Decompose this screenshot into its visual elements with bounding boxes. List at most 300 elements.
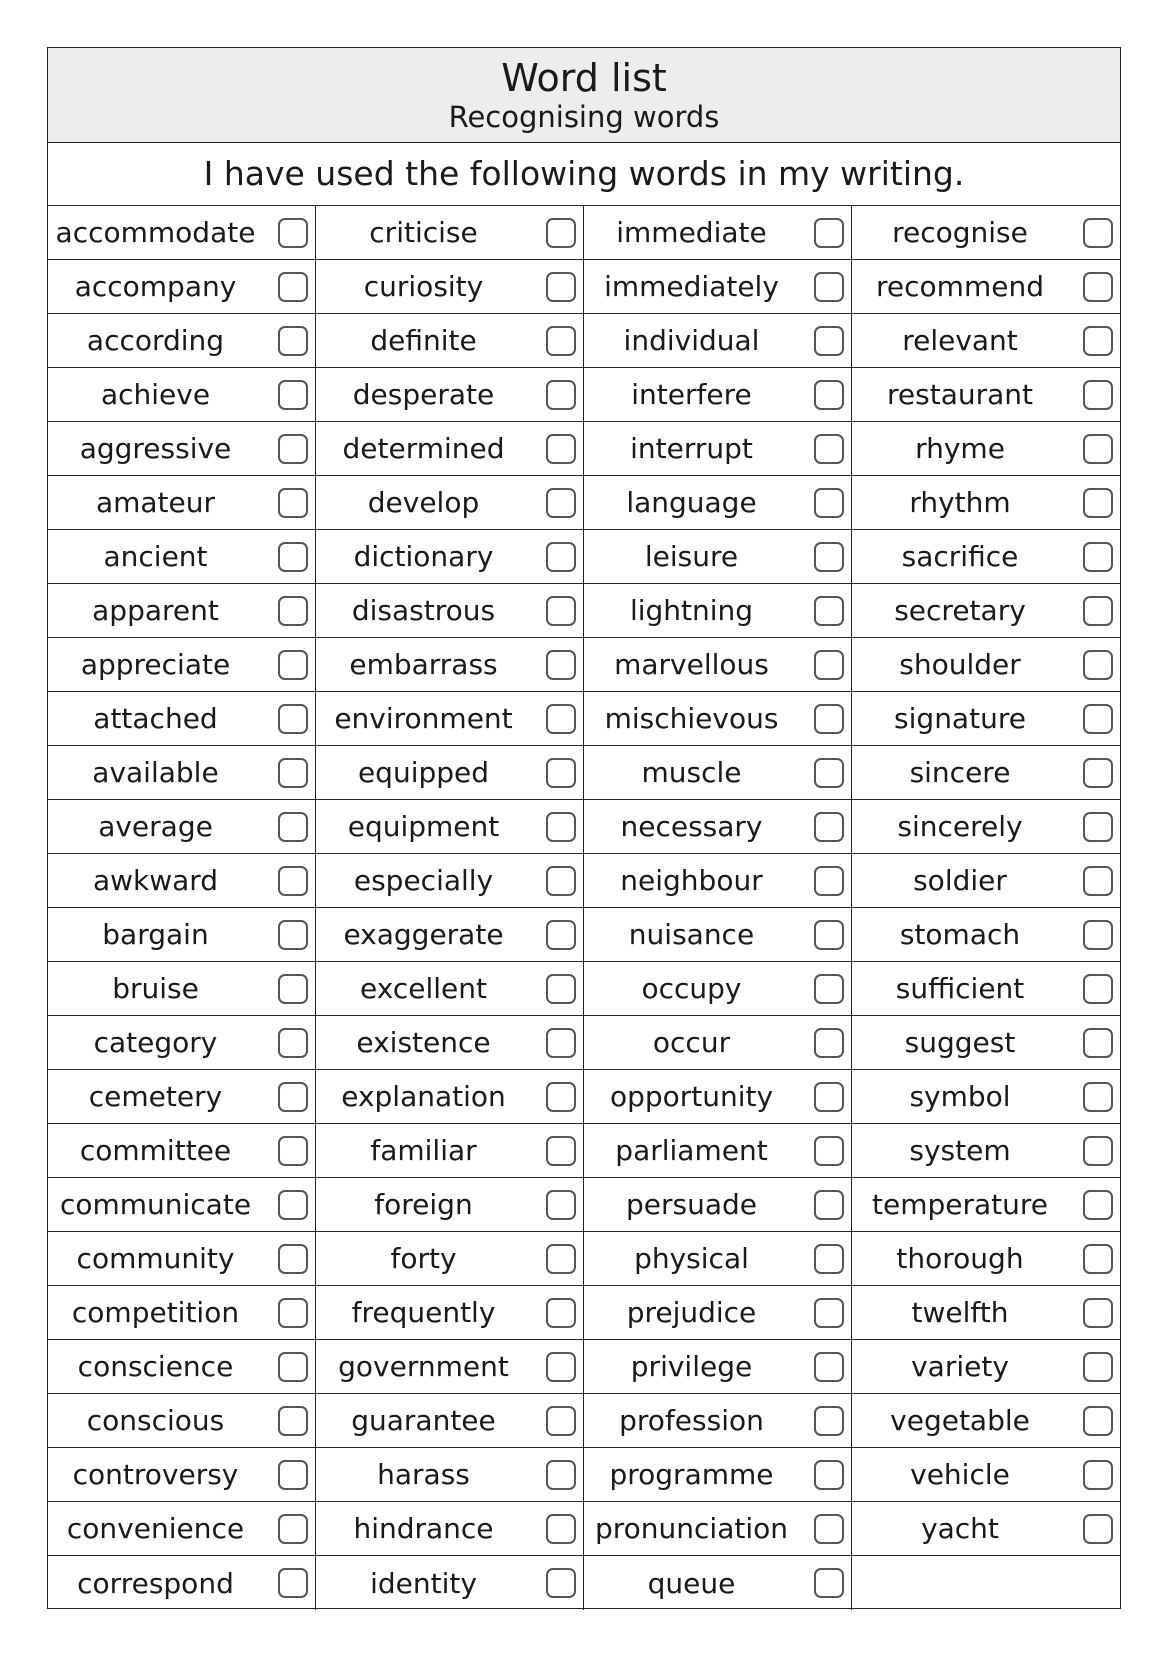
word-cell xyxy=(584,962,852,1016)
word-checkbox[interactable] xyxy=(1083,1406,1113,1436)
word-checkbox[interactable] xyxy=(1083,758,1113,788)
word-checkbox[interactable] xyxy=(1083,272,1113,302)
word-label: prejudice xyxy=(626,1296,757,1329)
word-label: hindrance xyxy=(353,1512,494,1545)
word-checkbox[interactable] xyxy=(546,974,576,1004)
word-label: category xyxy=(93,1026,218,1059)
word-checkbox[interactable] xyxy=(278,1082,308,1112)
word-cell xyxy=(48,1502,316,1556)
word-checkbox[interactable] xyxy=(814,1352,844,1382)
word-checkbox[interactable] xyxy=(814,1514,844,1544)
word-cell xyxy=(316,1394,584,1448)
word-checkbox[interactable] xyxy=(814,1406,844,1436)
word-cell xyxy=(316,1124,584,1178)
word-checkbox[interactable] xyxy=(1083,1460,1113,1490)
word-cell xyxy=(48,692,316,746)
word-cell xyxy=(316,854,584,908)
word-cell xyxy=(316,962,584,1016)
word-cell xyxy=(852,422,1120,476)
word-label: amateur xyxy=(95,486,216,519)
word-label: rhyme xyxy=(915,432,1005,465)
word-label: awkward xyxy=(92,864,219,897)
word-label: controversy xyxy=(72,1458,239,1491)
word-checkbox[interactable] xyxy=(814,272,844,302)
word-checkbox[interactable] xyxy=(278,920,308,950)
word-checkbox[interactable] xyxy=(546,542,576,572)
word-checkbox[interactable] xyxy=(1083,218,1113,248)
word-checkbox[interactable] xyxy=(278,1568,308,1598)
word-cell xyxy=(48,1448,316,1502)
word-grid xyxy=(48,206,1120,1610)
word-checkbox[interactable] xyxy=(1083,1244,1113,1274)
word-cell xyxy=(316,1448,584,1502)
word-label: accommodate xyxy=(55,216,256,249)
word-label: physical xyxy=(634,1242,749,1275)
word-label: familiar xyxy=(370,1134,477,1167)
word-checkbox[interactable] xyxy=(278,704,308,734)
word-label: excellent xyxy=(360,972,487,1005)
word-label: communicate xyxy=(59,1188,252,1221)
word-checkbox[interactable] xyxy=(1083,1514,1113,1544)
word-cell xyxy=(48,854,316,908)
word-label: appreciate xyxy=(80,648,231,681)
word-label: achieve xyxy=(100,378,211,411)
word-label: shoulder xyxy=(899,648,1021,681)
word-cell xyxy=(316,260,584,314)
word-label: interrupt xyxy=(630,432,753,465)
word-label: committee xyxy=(79,1134,232,1167)
word-checkbox[interactable] xyxy=(814,326,844,356)
word-label: temperature xyxy=(872,1188,1048,1221)
word-label: stomach xyxy=(899,918,1021,951)
word-cell xyxy=(584,530,852,584)
word-label: immediate xyxy=(616,216,767,249)
word-cell xyxy=(48,368,316,422)
word-cell xyxy=(852,368,1120,422)
word-checkbox[interactable] xyxy=(546,596,576,626)
word-cell xyxy=(48,1340,316,1394)
word-checkbox[interactable] xyxy=(1083,866,1113,896)
word-cell xyxy=(852,746,1120,800)
word-label: dictionary xyxy=(353,540,494,573)
word-checkbox[interactable] xyxy=(278,218,308,248)
word-label: system xyxy=(909,1134,1011,1167)
word-checkbox[interactable] xyxy=(1083,542,1113,572)
word-checkbox[interactable] xyxy=(546,1568,576,1598)
word-cell xyxy=(316,1502,584,1556)
word-label: persuade xyxy=(625,1188,757,1221)
word-cell xyxy=(584,1286,852,1340)
word-checkbox[interactable] xyxy=(278,812,308,842)
word-label: vegetable xyxy=(890,1404,1030,1437)
word-cell xyxy=(48,1124,316,1178)
word-checkbox[interactable] xyxy=(278,380,308,410)
word-checkbox[interactable] xyxy=(546,1460,576,1490)
word-cell xyxy=(852,260,1120,314)
word-cell xyxy=(48,1232,316,1286)
word-checkbox[interactable] xyxy=(278,650,308,680)
word-checkbox[interactable] xyxy=(546,650,576,680)
word-label: accompany xyxy=(74,270,237,303)
word-checkbox[interactable] xyxy=(546,272,576,302)
word-label: rhythm xyxy=(909,486,1011,519)
word-label: twelfth xyxy=(911,1296,1009,1329)
word-checkbox[interactable] xyxy=(546,434,576,464)
word-label: signature xyxy=(894,702,1026,735)
word-label: harass xyxy=(377,1458,470,1491)
word-cell xyxy=(852,1286,1120,1340)
word-checkbox[interactable] xyxy=(546,812,576,842)
word-label: soldier xyxy=(913,864,1007,897)
word-cell xyxy=(852,1556,1120,1610)
word-cell xyxy=(48,1016,316,1070)
word-cell xyxy=(852,584,1120,638)
word-checkbox[interactable] xyxy=(1083,1352,1113,1382)
header xyxy=(48,48,1120,143)
word-checkbox[interactable] xyxy=(814,1298,844,1328)
word-label: sincerely xyxy=(897,810,1023,843)
word-label: yacht xyxy=(921,1512,999,1545)
word-cell xyxy=(852,1016,1120,1070)
word-checkbox[interactable] xyxy=(1083,380,1113,410)
word-label: sufficient xyxy=(895,972,1025,1005)
word-checkbox[interactable] xyxy=(278,866,308,896)
word-cell xyxy=(48,206,316,260)
word-label: determined xyxy=(342,432,505,465)
word-label: criticise xyxy=(369,216,478,249)
word-cell xyxy=(48,1286,316,1340)
word-checkbox[interactable] xyxy=(1083,1082,1113,1112)
word-checkbox[interactable] xyxy=(546,1406,576,1436)
page-title: Word list xyxy=(501,56,667,100)
word-label: variety xyxy=(911,1350,1009,1383)
word-label: bargain xyxy=(102,918,209,951)
word-checkbox[interactable] xyxy=(546,1352,576,1382)
word-cell xyxy=(584,1178,852,1232)
word-label: sacrifice xyxy=(901,540,1019,573)
word-checkbox[interactable] xyxy=(814,1082,844,1112)
word-checkbox[interactable] xyxy=(546,1514,576,1544)
word-checkbox[interactable] xyxy=(814,542,844,572)
word-cell xyxy=(584,422,852,476)
word-label: foreign xyxy=(374,1188,473,1221)
word-label: guarantee xyxy=(351,1404,496,1437)
word-cell xyxy=(316,368,584,422)
word-label: correspond xyxy=(77,1566,234,1600)
word-label: neighbour xyxy=(620,864,763,897)
word-label: opportunity xyxy=(609,1080,774,1113)
word-label: individual xyxy=(623,324,760,357)
word-cell xyxy=(852,530,1120,584)
word-cell xyxy=(48,530,316,584)
word-checkbox[interactable] xyxy=(546,1136,576,1166)
word-checkbox[interactable] xyxy=(1083,326,1113,356)
word-label: available xyxy=(92,756,219,789)
word-cell xyxy=(584,1124,852,1178)
word-label: privilege xyxy=(630,1350,753,1383)
word-checkbox[interactable] xyxy=(546,380,576,410)
word-label: conscious xyxy=(86,1404,225,1437)
word-checkbox[interactable] xyxy=(814,758,844,788)
word-checkbox[interactable] xyxy=(278,1352,308,1382)
word-checkbox[interactable] xyxy=(278,1514,308,1544)
word-checkbox[interactable] xyxy=(546,1190,576,1220)
word-checkbox[interactable] xyxy=(278,1028,308,1058)
word-checkbox[interactable] xyxy=(278,596,308,626)
word-label: mischievous xyxy=(604,702,779,735)
instruction-text: I have used the following words in my writing. xyxy=(48,143,1120,206)
word-cell xyxy=(48,1394,316,1448)
word-checkbox[interactable] xyxy=(546,218,576,248)
word-checkbox[interactable] xyxy=(1083,1136,1113,1166)
word-cell xyxy=(584,800,852,854)
word-checkbox[interactable] xyxy=(1083,812,1113,842)
word-checkbox[interactable] xyxy=(1083,1028,1113,1058)
word-checkbox[interactable] xyxy=(814,1244,844,1274)
word-label: occupy xyxy=(641,972,742,1005)
word-cell xyxy=(852,908,1120,962)
word-checkbox[interactable] xyxy=(814,380,844,410)
word-checkbox[interactable] xyxy=(1083,596,1113,626)
word-cell xyxy=(48,1178,316,1232)
word-checkbox[interactable] xyxy=(546,866,576,896)
word-cell xyxy=(316,206,584,260)
word-checkbox[interactable] xyxy=(814,488,844,518)
word-checkbox[interactable] xyxy=(1083,488,1113,518)
word-checkbox[interactable] xyxy=(1083,704,1113,734)
word-checkbox[interactable] xyxy=(1083,434,1113,464)
word-label: programme xyxy=(609,1458,774,1491)
word-label: community xyxy=(76,1242,235,1275)
word-checkbox[interactable] xyxy=(278,326,308,356)
word-cell xyxy=(852,206,1120,260)
word-cell xyxy=(852,314,1120,368)
word-label: explanation xyxy=(341,1080,506,1113)
word-cell xyxy=(852,1124,1120,1178)
word-checkbox[interactable] xyxy=(278,758,308,788)
word-checkbox[interactable] xyxy=(278,488,308,518)
word-checkbox[interactable] xyxy=(546,488,576,518)
word-checkbox[interactable] xyxy=(1083,1298,1113,1328)
word-cell xyxy=(584,368,852,422)
word-checkbox[interactable] xyxy=(814,434,844,464)
word-cell xyxy=(852,638,1120,692)
word-cell xyxy=(316,638,584,692)
word-checkbox[interactable] xyxy=(546,920,576,950)
word-label: embarrass xyxy=(349,648,498,681)
word-checkbox[interactable] xyxy=(1083,1190,1113,1220)
word-cell xyxy=(316,422,584,476)
word-label: restaurant xyxy=(887,378,1033,411)
word-label: convenience xyxy=(66,1512,245,1545)
word-label: recommend xyxy=(876,270,1044,303)
word-cell xyxy=(48,314,316,368)
word-cell xyxy=(48,638,316,692)
word-cell xyxy=(584,314,852,368)
word-checkbox[interactable] xyxy=(546,704,576,734)
word-label: nuisance xyxy=(628,918,755,951)
word-label: cemetery xyxy=(88,1080,223,1113)
word-cell xyxy=(48,422,316,476)
word-cell xyxy=(316,692,584,746)
word-checkbox[interactable] xyxy=(814,812,844,842)
word-label: identity xyxy=(370,1566,477,1600)
word-label: definite xyxy=(370,324,477,357)
word-label: bruise xyxy=(112,972,199,1005)
word-label: desperate xyxy=(352,378,495,411)
word-cell xyxy=(48,476,316,530)
word-cell xyxy=(48,1070,316,1124)
word-cell xyxy=(316,314,584,368)
word-cell xyxy=(852,854,1120,908)
word-cell xyxy=(584,638,852,692)
word-cell xyxy=(48,908,316,962)
word-cell xyxy=(48,260,316,314)
word-label: apparent xyxy=(92,594,219,627)
word-checkbox[interactable] xyxy=(278,1298,308,1328)
word-cell xyxy=(48,962,316,1016)
word-label: leisure xyxy=(644,540,739,573)
word-checkbox[interactable] xyxy=(814,596,844,626)
word-checkbox[interactable] xyxy=(546,1244,576,1274)
word-label: occur xyxy=(652,1026,731,1059)
word-checkbox[interactable] xyxy=(546,326,576,356)
word-label: frequently xyxy=(351,1296,496,1329)
word-label: language xyxy=(626,486,757,519)
word-cell xyxy=(584,1556,852,1610)
word-cell xyxy=(584,1448,852,1502)
word-label: interfere xyxy=(631,378,752,411)
word-checkbox[interactable] xyxy=(814,920,844,950)
word-checkbox[interactable] xyxy=(278,1460,308,1490)
word-cell xyxy=(584,476,852,530)
word-checkbox[interactable] xyxy=(814,1028,844,1058)
word-cell xyxy=(316,476,584,530)
word-checkbox[interactable] xyxy=(546,1298,576,1328)
word-label: vehicle xyxy=(910,1458,1010,1491)
word-cell xyxy=(316,1178,584,1232)
word-label: conscience xyxy=(77,1350,234,1383)
word-label: lightning xyxy=(629,594,754,627)
word-cell xyxy=(584,1394,852,1448)
word-cell xyxy=(584,746,852,800)
word-cell xyxy=(316,584,584,638)
word-label: aggressive xyxy=(79,432,232,465)
word-label: ancient xyxy=(103,540,208,573)
word-checkbox[interactable] xyxy=(1083,650,1113,680)
word-label: immediately xyxy=(604,270,779,303)
word-label: profession xyxy=(619,1404,764,1437)
word-checkbox[interactable] xyxy=(278,1136,308,1166)
word-cell xyxy=(584,1232,852,1286)
word-cell xyxy=(48,746,316,800)
word-cell xyxy=(48,800,316,854)
word-cell xyxy=(584,908,852,962)
word-checkbox[interactable] xyxy=(814,704,844,734)
word-cell xyxy=(852,692,1120,746)
word-label: competition xyxy=(71,1296,240,1329)
word-label: necessary xyxy=(620,810,763,843)
word-checkbox[interactable] xyxy=(278,434,308,464)
word-checkbox[interactable] xyxy=(814,650,844,680)
word-cell xyxy=(584,584,852,638)
word-label: according xyxy=(86,324,225,357)
word-checkbox[interactable] xyxy=(278,272,308,302)
word-label: queue xyxy=(647,1566,736,1600)
word-cell xyxy=(584,1070,852,1124)
word-cell xyxy=(584,1016,852,1070)
word-cell xyxy=(852,1394,1120,1448)
word-checkbox[interactable] xyxy=(1083,974,1113,1004)
word-label: existence xyxy=(356,1026,491,1059)
word-label: symbol xyxy=(909,1080,1011,1113)
word-label: secretary xyxy=(894,594,1026,627)
word-checkbox[interactable] xyxy=(814,1460,844,1490)
word-checkbox[interactable] xyxy=(278,542,308,572)
word-checkbox[interactable] xyxy=(278,1406,308,1436)
word-checkbox[interactable] xyxy=(814,866,844,896)
word-label: attached xyxy=(93,702,218,735)
word-label: government xyxy=(338,1350,509,1383)
word-label: curiosity xyxy=(363,270,484,303)
word-checkbox[interactable] xyxy=(814,1136,844,1166)
word-cell xyxy=(316,1556,584,1610)
word-cell xyxy=(316,1340,584,1394)
word-checkbox[interactable] xyxy=(814,1568,844,1598)
word-cell xyxy=(316,1232,584,1286)
word-label: marvellous xyxy=(614,648,769,681)
word-checkbox[interactable] xyxy=(814,974,844,1004)
word-checkbox[interactable] xyxy=(278,974,308,1004)
word-label: environment xyxy=(334,702,513,735)
word-cell xyxy=(852,476,1120,530)
word-label: disastrous xyxy=(351,594,496,627)
word-label: parliament xyxy=(615,1134,768,1167)
word-label: especially xyxy=(353,864,494,897)
word-checkbox[interactable] xyxy=(546,758,576,788)
word-cell xyxy=(852,1070,1120,1124)
word-cell xyxy=(316,1286,584,1340)
word-checkbox[interactable] xyxy=(814,1190,844,1220)
word-label: relevant xyxy=(902,324,1018,357)
word-label: muscle xyxy=(641,756,742,789)
word-cell xyxy=(316,1070,584,1124)
word-checkbox[interactable] xyxy=(546,1028,576,1058)
word-cell xyxy=(584,854,852,908)
word-checkbox[interactable] xyxy=(546,1082,576,1112)
word-checkbox[interactable] xyxy=(278,1244,308,1274)
word-cell xyxy=(852,1502,1120,1556)
word-label: sincere xyxy=(909,756,1011,789)
word-checkbox[interactable] xyxy=(278,1190,308,1220)
word-label: suggest xyxy=(904,1026,1016,1059)
word-cell xyxy=(584,206,852,260)
word-checkbox[interactable] xyxy=(1083,920,1113,950)
word-label: exaggerate xyxy=(343,918,504,951)
word-label: equipment xyxy=(347,810,500,843)
word-cell xyxy=(852,1340,1120,1394)
word-cell xyxy=(316,746,584,800)
word-cell xyxy=(584,692,852,746)
word-checkbox[interactable] xyxy=(814,218,844,248)
word-cell xyxy=(852,1448,1120,1502)
word-cell xyxy=(316,1016,584,1070)
page-subtitle: Recognising words xyxy=(448,100,720,134)
word-label: recognise xyxy=(892,216,1028,249)
word-cell xyxy=(584,1502,852,1556)
word-cell xyxy=(584,260,852,314)
word-list-sheet xyxy=(47,47,1121,1609)
